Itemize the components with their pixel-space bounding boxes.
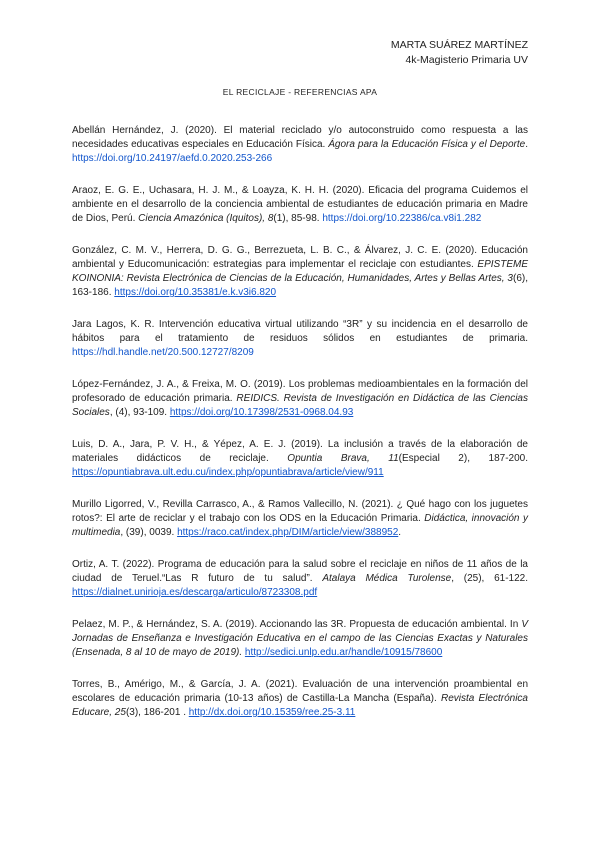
reference-journal: V Jornadas de Enseñanza e Investigación Educativa en el campo de las Ciencias Exactas y Naturales (Ensenada, 8 al 10 de mayo de 2019).: [72, 619, 528, 658]
reference-link[interactable]: http://dx.doi.org/10.15359/ree.25-3.11: [188, 707, 356, 718]
reference-list: [72, 124, 528, 738]
reference-text: Murillo Ligorred, V., Revilla Carrasco, A., & Ramos Vallecillo, N. (2021). ¿ Qué hago con los juguetes rotos?: El arte de reciclar y el trabajo con los ODS en la Educación Primaria.: [72, 499, 528, 524]
reference-text: Luis, D. A., Jara, P. V. H., & Yépez, A. E. J. (2019). La inclusión a través de la elaboración de materiales didácticos de reciclaje.: [72, 439, 528, 464]
reference-text: Abellán Hernández, J. (2020). El material reciclado y/o autoconstruido como respuesta a las necesidades educativas especiales en Educación Física.: [72, 125, 528, 150]
reference-text: López-Fernández, J. A., & Freixa, M. O. (2019). Los problemas medioambientales en la formación del profesorado de educación primaria.: [72, 379, 528, 404]
reference-journal: Ciencia Amazónica (Iquitos), 8: [138, 213, 274, 224]
reference-details: , (25), 61-122.: [451, 573, 529, 584]
reference-link[interactable]: https://dialnet.unirioja.es/descarga/articulo/8723308.pdf: [72, 587, 318, 598]
reference-link[interactable]: http://sedici.unlp.edu.ar/handle/10915/78600: [244, 647, 443, 658]
reference-item: [72, 244, 528, 300]
reference-journal: EPISTEME KOINONIA: Revista Electrónica de Ciencias de la Educación, Humanidades, Artes y Bellas Artes, 3: [72, 259, 528, 284]
reference-text: Pelaez, M. P., & Hernández, S. A. (2019). Accionando las 3R. Propuesta de educación ambiental. In: [72, 619, 522, 630]
reference-text: Araoz, E. G. E., Uchasara, H. J. M., & Loayza, K. H. H. (2020). Eficacia del programa Cuidemos el ambiente en el desarrollo de la conciencia ambiental de estudiantes de educación primaria en Madre de Dios, Perú.: [72, 185, 528, 224]
reference-item: [72, 618, 528, 660]
reference-journal: Didáctica, innovación y multimedia: [72, 513, 529, 538]
reference-text: González, C. M. V., Herrera, D. G. G., Berrezueta, L. B. C., & Álvarez, J. C. E. (2020). Educación ambiental y Educomunicación: estrategias para implementar el reciclaje con estudiantes.: [72, 245, 528, 270]
reference-link[interactable]: https://doi.org/10.24197/aefd.0.2020.253-266: [72, 153, 273, 164]
reference-details: (3), 186-201 .: [125, 707, 189, 718]
reference-tail: .: [398, 527, 402, 538]
author-name: MARTA SUÁREZ MARTÍNEZ: [390, 39, 528, 51]
reference-details: (Especial 2), 187-200.: [398, 453, 528, 464]
reference-link[interactable]: https://hdl.handle.net/20.500.12727/8209: [72, 347, 254, 358]
reference-journal: Revista Electrónica Educare, 25: [72, 693, 528, 718]
reference-journal: Opuntia Brava, 11: [287, 453, 399, 464]
reference-item: [72, 184, 528, 226]
reference-details: .: [525, 139, 528, 150]
reference-item: [72, 124, 528, 166]
reference-item: [72, 438, 528, 480]
reference-details: (6), 163-186.: [72, 273, 528, 298]
page-title: EL RECICLAJE - REFERENCIAS APA: [222, 87, 378, 97]
reference-details: (1), 85-98.: [273, 213, 323, 224]
reference-journal: REIDICS. Revista de Investigación en Didáctica de las Ciencias Sociales: [72, 393, 528, 418]
reference-item: [72, 678, 528, 720]
reference-text: Ortiz, A. T. (2022). Programa de educación para la salud sobre el reciclaje en niños de 11 años de la ciudad de Teruel.“Las R futuro de tu salud”.: [72, 559, 528, 584]
reference-journal: Ágora para la Educación Física y el Deporte: [328, 139, 526, 150]
reference-text: Jara Lagos, K. R. Intervención educativa virtual utilizando “3R” y su incidencia en el desarrollo de hábitos para el tratamiento de residuos sólidos en estudiantes de primaria.: [72, 319, 528, 344]
reference-item: [72, 318, 528, 360]
reference-item: [72, 498, 528, 540]
reference-link[interactable]: https://raco.cat/index.php/DIM/article/view/388952: [177, 527, 399, 538]
course-name: 4k-Magisterio Primaria UV: [405, 54, 528, 66]
reference-item: [72, 378, 528, 420]
reference-item: [72, 558, 528, 600]
document-header: [391, 38, 528, 68]
reference-details: , (39), 0039.: [120, 527, 178, 538]
reference-link[interactable]: https://doi.org/10.17398/2531-0968.04.93: [169, 407, 354, 418]
reference-text: Torres, B., Amérigo, M., & García, J. A. (2021). Evaluación de una intervención proambiental en escolares de educación primaria (10-13 años) de Castilla-La Mancha (España).: [72, 679, 528, 704]
reference-link[interactable]: https://doi.org/10.35381/e.k.v3i6.820: [114, 287, 277, 298]
reference-journal: Atalaya Médica Turolense: [322, 573, 452, 584]
reference-link[interactable]: https://doi.org/10.22386/ca.v8i1.282: [322, 213, 482, 224]
reference-details: , (4), 93-109.: [109, 407, 170, 418]
reference-link[interactable]: https://opuntiabrava.ult.edu.cu/index.php/opuntiabrava/article/view/911: [72, 467, 384, 478]
